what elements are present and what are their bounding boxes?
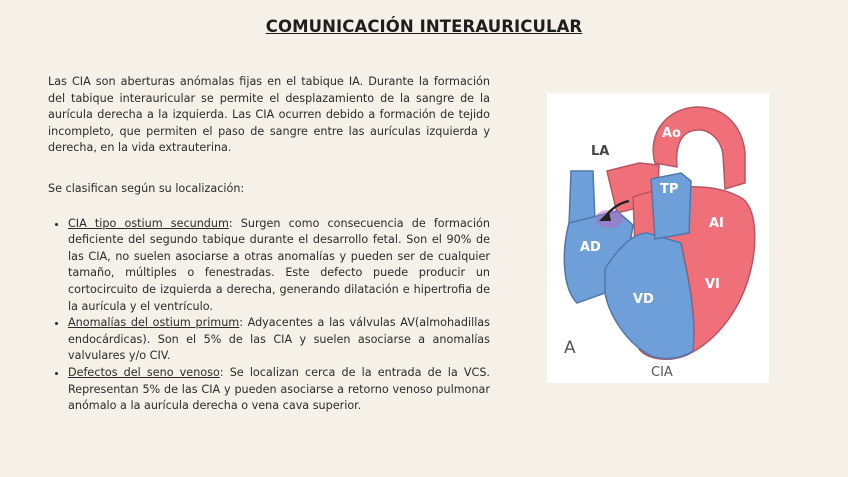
label-ao: Ao [662,126,681,141]
heart-illustration [547,93,769,383]
main-text [48,74,490,415]
type-term: Defectos del seno venoso [68,365,220,379]
type-term: Anomalías del ostium primum [68,316,240,330]
page-title: COMUNICACIÓN INTERAURICULAR [265,17,583,36]
list-item [68,365,490,415]
heart-diagram [547,93,769,383]
list-item [68,216,490,316]
classification-heading: Se clasifican según su localización: [48,181,245,195]
type-description: : Adyacentes a las válvulas AV(almohadillas endocárdicas). Son el 5% de las CIA y suelen asociarse a anomalías valvulares y/o CIV. [68,316,490,363]
cia-types-list [48,216,490,415]
intro-paragraph: Las CIA son aberturas anómalas fijas en el tabique IA. Durante la formación del tabique interauricular se permite el desplazamiento de la sangre de la aurícula derecha a la izquierda. Las CIA ocurren debido a formación de tejido incompleto, que permiten el paso de sangre entre las aurículas izquierda y derecha, en la vida extrauterina. [48,75,490,155]
list-item [68,315,490,365]
type-term: CIA tipo ostium secundum [68,216,229,230]
figure-caption: CIA [651,365,673,380]
label-vd: VD [633,292,654,307]
type-description: : Se localizan cerca de la entrada de la VCS. Representan 5% de las CIA y pueden asociarse a retorno venoso pulmonar anómalo a la aurícula derecha o vena cava superior. [68,365,490,413]
label-tp: TP [660,182,679,197]
label-vi: VI [705,277,720,292]
panel-letter: A [564,338,576,358]
label-la: LA [591,144,610,159]
type-description: : Surgen como consecuencia de formación deficiente del segundo tabique durante el desarrollo fetal. Son el 90% de las CIA, no suelen asociarse a otras anomalías y pueden ser de cualquier tamaño, múltiples o fenestradas. Este defecto puede producir un cortocircuito de izquierda a derecha, generando dilatación e hipertrofia de la aurícula y el ventrículo. [68,216,490,313]
label-ad: AD [580,240,601,255]
label-ai: AI [709,216,724,231]
